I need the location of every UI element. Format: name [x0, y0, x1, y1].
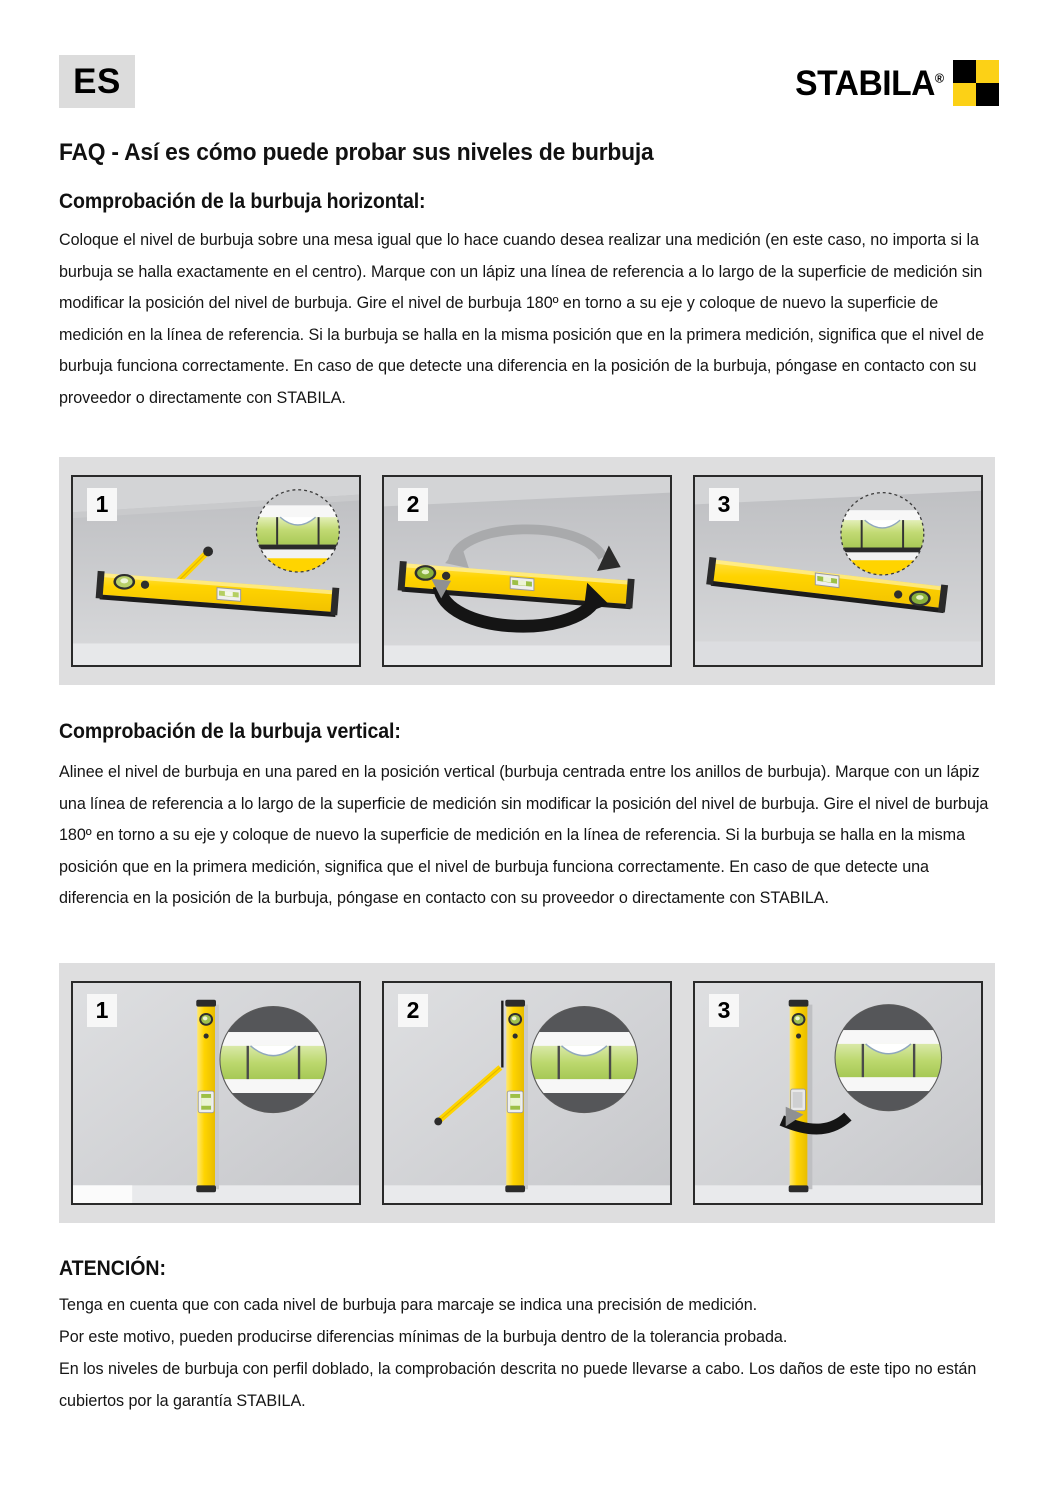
figure-panel-horizontal-2	[382, 475, 672, 667]
figure-horizontal-check	[59, 457, 995, 685]
figure-panel-horizontal-1	[71, 475, 361, 667]
logo-square-top-right	[976, 60, 999, 83]
bubble-vial	[815, 573, 839, 588]
language-badge: ES	[59, 55, 135, 108]
spirit-level-vertical	[505, 1000, 528, 1193]
paragraph-text: Coloque el nivel de burbuja sobre una mesa igual que lo hace cuando desea realizar una medición (en este caso, no importa si la burbuja se halla exactamente en el centro). Marque con un lápiz una línea de referencia a lo largo de la superficie de medición sin modificar la posición del nivel de burbuja. Gire el nivel de burbuja 180º en torno a su eje y coloque de nuevo la superficie de medición en la línea de referencia. Si la burbuja se halla en la misma posición que en la primera medición, significa que el nivel de burbuja funciona correctamente. En caso de que detecte una diferencia en la posición de la burbuja, póngase en contacto con su proveedor o directamente con STABILA.	[59, 231, 985, 407]
attention-text: Tenga en cuenta que con cada nivel de burbuja para marcaje se indica una precisión de medición.	[59, 1296, 758, 1314]
page-title: FAQ - Así es cómo puede probar sus niveles de burbuja	[59, 139, 654, 166]
figure-panel-vertical-3	[693, 981, 983, 1205]
step-number-badge: 3	[709, 488, 739, 521]
logo-square-bottom-right	[976, 83, 999, 106]
bubble-vial	[217, 588, 241, 602]
magnifier-bubble-detail	[531, 1007, 638, 1113]
bubble-vial	[507, 1091, 523, 1113]
magnifier-bubble-detail	[841, 493, 924, 575]
stabila-checker-logo-icon	[953, 60, 999, 106]
logo-wordmark	[795, 63, 944, 103]
magnifier-bubble-detail	[256, 490, 339, 572]
section-paragraph-vertical	[59, 757, 990, 915]
magnifier-bubble-detail	[835, 1005, 942, 1111]
section-heading-horizontal: Comprobación de la burbuja horizontal:	[59, 190, 426, 213]
logo-square-bottom-left	[953, 83, 976, 106]
magnifier-bubble-detail	[220, 1007, 327, 1113]
step-number-badge: 2	[398, 488, 428, 521]
document-header	[59, 55, 999, 115]
attention-heading: ATENCIÓN:	[59, 1257, 167, 1280]
logo-square-top-left	[953, 60, 976, 83]
bubble-vial	[198, 1091, 214, 1113]
figure-panel-vertical-2	[382, 981, 672, 1205]
attention-line-3	[59, 1354, 990, 1417]
registered-trademark-icon: ®	[935, 69, 944, 85]
figure-vertical-check	[59, 963, 995, 1223]
bubble-vial	[510, 577, 534, 591]
attention-line-1	[59, 1290, 990, 1322]
spirit-level-vertical	[196, 1000, 219, 1193]
paragraph-text: Alinee el nivel de burbuja en una pared en la posición vertical (burbuja centrada entre los anillos de burbuja). Marque con un lápiz una línea de referencia a lo largo de la superficie de medición sin modificar la posición del nivel de burbuja. Gire el nivel de burbuja 180º en torno a su eje y coloque de nuevo la superficie de medición en la línea de referencia. Si la burbuja se halla en la misma posición que en la primera medición, significa que el nivel de burbuja funciona correctamente. En caso de que detecte una diferencia en la posición de la burbuja, póngase en contacto con su proveedor o directamente con STABILA.	[59, 763, 989, 907]
attention-line-2	[59, 1322, 990, 1354]
step-number-badge: 2	[398, 994, 428, 1027]
stabila-logo	[789, 59, 999, 107]
figure-panel-vertical-1	[71, 981, 361, 1205]
bubble-vial	[791, 1089, 806, 1111]
section-heading-vertical: Comprobación de la burbuja vertical:	[59, 720, 401, 743]
figure-panel-horizontal-3	[693, 475, 983, 667]
attention-text: En los niveles de burbuja con perfil doblado, la comprobación descrita no puede llevarse a cabo. Los daños de este tipo no están cubiertos por la garantía STABILA.	[59, 1360, 977, 1410]
step-number-badge: 1	[87, 994, 117, 1027]
step-number-badge: 3	[709, 994, 739, 1027]
section-paragraph-horizontal	[59, 225, 990, 414]
spirit-level-vertical	[789, 1000, 813, 1193]
logo-wordmark-text: STABILA	[795, 63, 936, 103]
attention-text: Por este motivo, pueden producirse diferencias mínimas de la burbuja dentro de la tolerancia probada.	[59, 1328, 788, 1346]
step-number-badge: 1	[87, 488, 117, 521]
